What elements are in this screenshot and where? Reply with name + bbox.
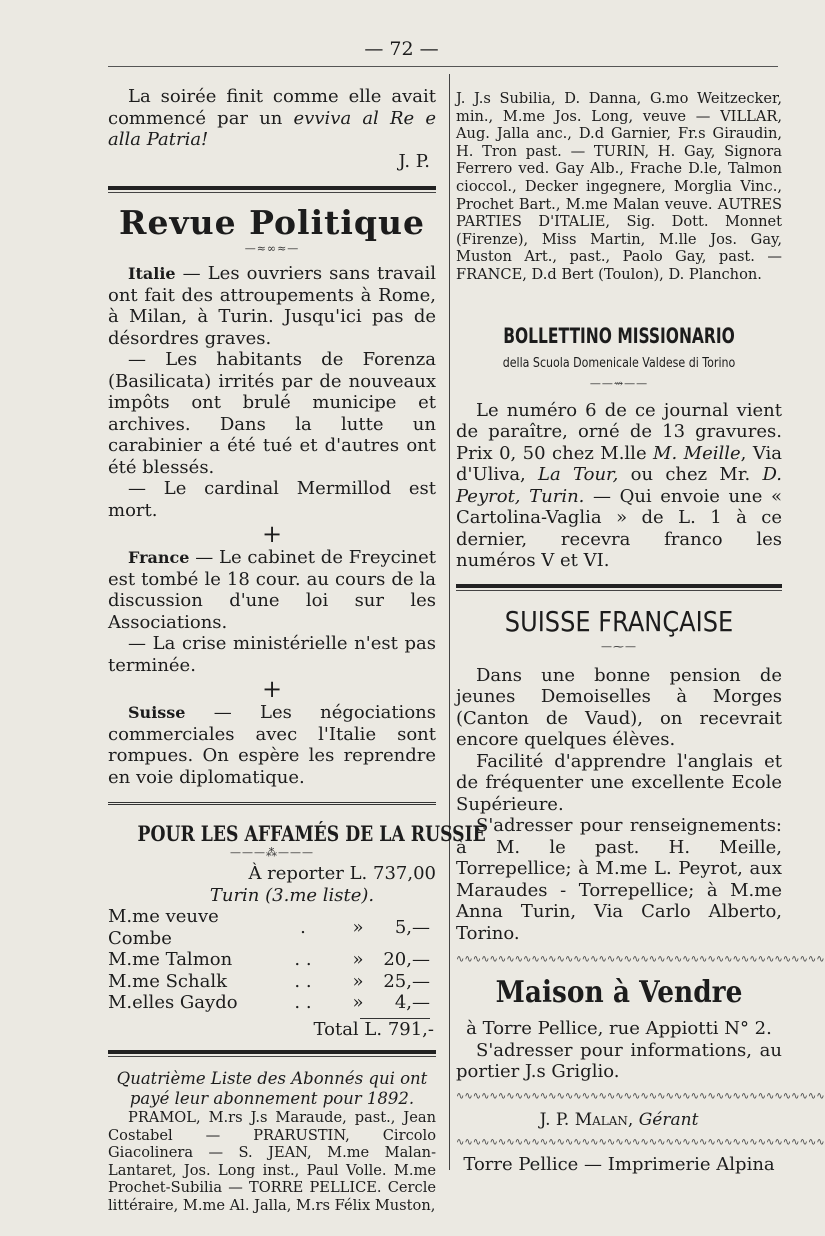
donation-symbol: » (352, 970, 364, 992)
page-number: — 72 — (364, 38, 439, 60)
ornament-3: ——⇝—— (589, 376, 649, 390)
suisse-label: Suisse (128, 703, 186, 722)
suisse-text: — Les négociations commerciales avec l'Italie sont rompues. On espère les reprendre en voie diplomatique. (108, 702, 436, 788)
gerant-name: J. P. Malan, (539, 1109, 634, 1130)
total-label: Total L. (313, 1018, 383, 1040)
france-paragraph-2: — La crise ministérielle n'est pas terminée. (108, 633, 436, 676)
bollettino-italic-3: D. Peyrot, Turin. (456, 464, 782, 507)
donation-row (108, 992, 430, 1014)
abonnes-list-continued: J. J.s Subilia, D. Danna, G.mo Weitzecker, min., M.me Jos. Long, veuve — VILLAR, Aug. Jalla anc., D.d Garnier, Fr.s Giraudin, H. Tron past. — TURIN, H. Gay, Signora Ferrero ved. Gay Alb., Frache D.le, Talmon cioccol., Decker ingegnere, Morglia Vinc., Prochet Bart., M.me Malan veuve. AUTRES PARTIES D'ITALIE, Sig. Dott. Monnet (Firenze), Miss Martin, M.lle Jos. Gay, Muston Art., past., Paolo Gay, past. — FRANCE, D.d Bert (Toulon), D. Planchon. (456, 90, 782, 283)
suisse-francaise-p3: S'adresser pour renseignements: à M. le past. H. Meille, Torrepellice; à M.me L. Peyrot, aux Maraudes - Torrepellice; à M.me Anna Turin, Via Carlo Alberto, Torino. (456, 815, 782, 944)
suisse-paragraph (108, 702, 436, 788)
intro-italic: evviva al Re e alla Patria! (108, 107, 436, 150)
bollettino-italic-1: M. Meille (653, 442, 741, 464)
section-rule-4 (456, 584, 782, 591)
section-rule (108, 186, 436, 193)
abonnes-list: PRAMOL, M.rs J.s Maraude, past., Jean Costabel — PRARUSTIN, Circolo Giacolinera — S. JEAN, M.me Malan-Lantaret, Jos. Long inst., Paul Volle. M.me Prochet-Subilia — TORRE PELLICE. Cercle littéraire, M.me Al. Jalla, M.rs Félix Muston, (108, 1109, 436, 1214)
wavy-rule: ∿∿∿∿∿∿∿∿∿∿∿∿∿∿∿∿∿∿∿∿∿∿∿∿∿∿∿∿∿∿∿∿∿∿∿∿∿∿∿∿∿∿∿∿ (456, 954, 825, 966)
donation-symbol: » (352, 916, 364, 938)
france-label: France (128, 548, 190, 567)
suisse-francaise-p2: Facilité d'apprendre l'anglais et de fréquenter une excellente Ecole Supérieure. (456, 750, 782, 815)
column-divider (449, 74, 450, 1170)
donation-name: M.elles Gaydo (108, 992, 238, 1013)
bollettino-text-2: , Via d'Uliva, (456, 442, 782, 486)
intro-paragraph (108, 86, 436, 151)
report-line (108, 863, 436, 885)
report-label: À reporter L. (248, 863, 368, 884)
ornament-4: —⁓— (601, 639, 637, 653)
donation-amount: 4,— (394, 992, 430, 1013)
suisse-francaise-title: SUISSE FRANÇAISE (504, 604, 734, 638)
donation-name: M.me Schalk (108, 970, 227, 992)
donation-dots: . (300, 916, 306, 938)
france-text: — Le cabinet de Freycinet est tombé le 18 cour. au cours de la discussion d'une loi sur les Associations. (108, 547, 436, 633)
donation-symbol: » (352, 949, 364, 970)
donation-dots: . . (294, 949, 312, 970)
italie-text: — Les ouvriers sans travail ont fait des attroupements à Rome, à Milan, à Turin. Jusqu'ici pas de désordres graves. (108, 263, 436, 349)
intro-text: La soirée finit comme elle avait commencé par un (108, 86, 436, 129)
total-value: 791,- (387, 1018, 434, 1040)
suisse-francaise-p1: Dans une bonne pension de jeunes Demoiselles à Morges (Canton de Vaud), on recevrait encore quelques élèves. (456, 664, 782, 751)
donation-row (108, 971, 430, 993)
ornament-2: ———⁂——— (230, 846, 314, 859)
wavy-rule-3: ∿∿∿∿∿∿∿∿∿∿∿∿∿∿∿∿∿∿∿∿∿∿∿∿∿∿∿∿∿∿∿∿∿∿∿∿∿∿∿∿∿∿∿∿ (456, 1137, 825, 1149)
donation-amount: 25,— (383, 970, 430, 992)
revue-politique-title: Revue Politique (119, 203, 425, 242)
header-rule (108, 66, 778, 67)
italie-paragraph-3: — Le cardinal Mermillod est mort. (108, 478, 436, 521)
bollettino-text-4: — Qui envoie une « Cartolina-Vaglia » de L. 1 à ce dernier, recevra franco les numéros V et VI. (456, 485, 782, 572)
cross-separator: + (261, 520, 283, 548)
bollettino-text-3: ou chez Mr. (630, 464, 751, 486)
total-line (108, 1019, 436, 1041)
donation-symbol: » (352, 992, 364, 1013)
donation-dots: . . (294, 970, 312, 992)
donation-name: M.me Talmon (108, 949, 233, 970)
imprimerie-line: Torre Pellice — Imprimerie Alpina (463, 1154, 775, 1176)
gerant-role: Gérant (638, 1109, 699, 1130)
bollettino-text (456, 400, 782, 572)
cross-separator-2: + (261, 675, 283, 703)
wavy-rule-2: ∿∿∿∿∿∿∿∿∿∿∿∿∿∿∿∿∿∿∿∿∿∿∿∿∿∿∿∿∿∿∿∿∿∿∿∿∿∿∿∿∿∿∿∿ (456, 1090, 825, 1102)
donation-name: M.me veuve Combe (108, 906, 219, 949)
maison-title: Maison à Vendre (495, 975, 743, 1011)
intro-signature: J. P. (398, 150, 430, 172)
bollettino-italic-2: La Tour, (538, 464, 619, 486)
bollettino-subtitle: della Scuola Domenicale Valdese di Torino (502, 355, 736, 371)
italie-paragraph-2: — Les habitants de Forenza (Basilicata) irrités par de nouveaux impôts ont brulé municipe et archives. Dans la lutte un carabinier a été tué et d'autres ont été blessés. (108, 349, 436, 478)
italie-paragraph (108, 263, 436, 349)
france-paragraph (108, 547, 436, 633)
maison-p1: à Torre Pellice, rue Appiotti N° 2. (466, 1018, 772, 1040)
italie-label: Italie (128, 264, 176, 283)
donation-row (108, 949, 430, 971)
donation-dots: . . (294, 992, 312, 1013)
ornament: —≈∞≈— (244, 242, 300, 255)
maison-p2: S'adresser pour informations, au portier J.s Griglio. (456, 1039, 782, 1083)
left-column (108, 86, 486, 1215)
donation-amount: 5,— (394, 916, 430, 938)
right-column (456, 90, 825, 1176)
report-value: 737,00 (373, 863, 436, 884)
bollettino-title: BOLLETTINO MISSIONARIO (503, 323, 735, 348)
abonnes-title: Quatrième Liste des Abonnés qui ont payé leur abonnement pour 1892. (116, 1069, 428, 1108)
donation-row (108, 906, 430, 949)
donations-table (108, 906, 430, 1014)
affames-title: POUR LES AFFAMÉS DE LA RUSSIE (137, 821, 486, 846)
list-header: Turin (3.me liste). (209, 884, 375, 906)
donation-amount: 20,— (383, 949, 430, 970)
gerant-line (456, 1110, 782, 1132)
section-rule-3 (108, 1050, 436, 1057)
bollettino-text-1: Le numéro 6 de ce journal vient de paraître, orné de 13 gravures. Prix 0, 50 chez M.lle (456, 399, 782, 464)
